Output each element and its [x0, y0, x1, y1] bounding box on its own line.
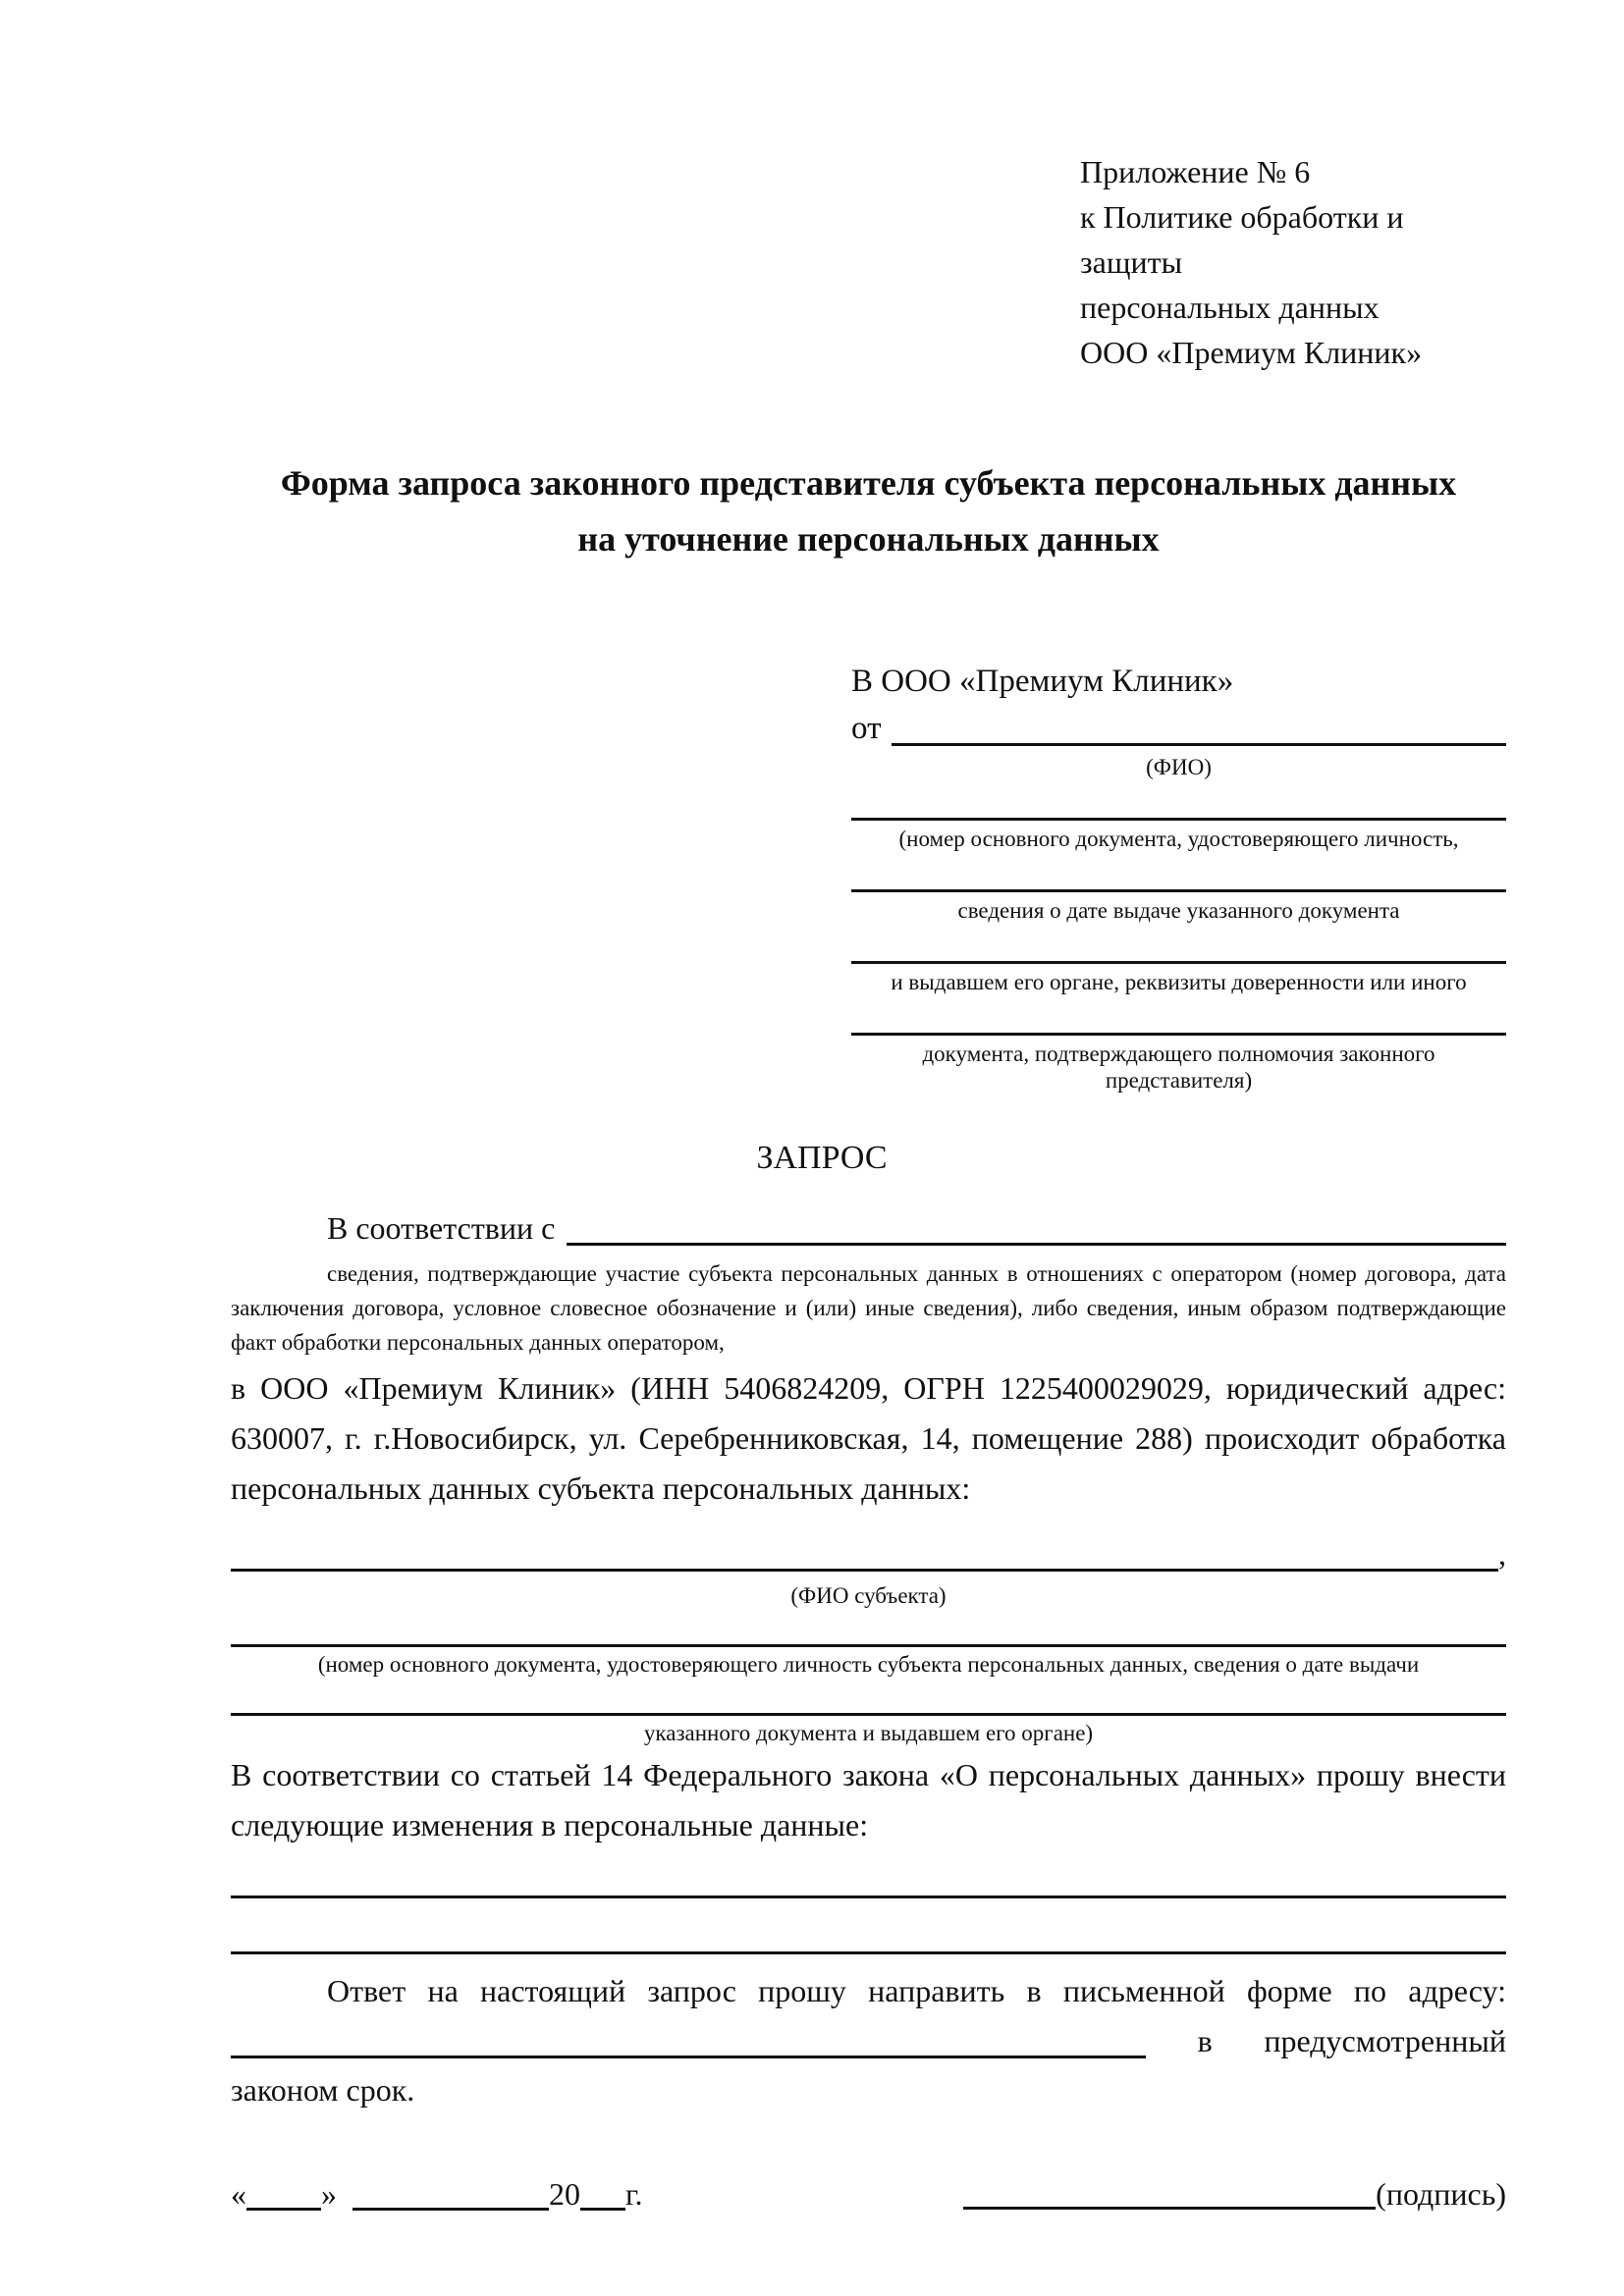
answer-suffix: законом срок. [231, 2072, 415, 2108]
representative-doc-group-1 [851, 818, 1506, 852]
answer-address-blank [231, 2056, 1146, 2058]
representative-doc-caption-2: сведения о дате выдаче указанного документа [957, 898, 1400, 923]
appendix-line-3: персональных данных [1080, 290, 1380, 325]
representative-doc-group-4 [851, 1033, 1506, 1094]
subject-fio-comma: , [1498, 1536, 1506, 1572]
subject-fio-row [231, 1529, 1506, 1578]
date-close-quote: » [321, 2176, 337, 2212]
representative-doc-blank-1 [851, 818, 1506, 821]
request-basis-blank [567, 1203, 1506, 1246]
subject-doc-blank-1 [231, 1644, 1506, 1647]
subject-doc-blank-2 [231, 1713, 1506, 1716]
request-intro-row [231, 1203, 1506, 1253]
signature-blank [963, 2207, 1376, 2210]
subject-fio-blank [231, 1529, 1498, 1572]
signature-part [963, 2172, 1506, 2216]
appendix-line-1: Приложение № 6 [1080, 154, 1311, 189]
representative-doc-blank-2 [851, 889, 1506, 892]
representative-doc-group-3 [851, 961, 1506, 995]
law-paragraph: В соответствии со статьей 14 Федерального закона «О персональных данных» прошу внести следующие изменения в персональные данные: [231, 1757, 1506, 1842]
representative-name-blank [892, 705, 1507, 746]
date-signature-row [231, 2172, 1506, 2216]
answer-address-row [231, 2016, 1506, 2065]
subject-fio-caption: (ФИО субъекта) [790, 1583, 947, 1608]
representative-doc-blank-4 [851, 1033, 1506, 1036]
representative-doc-caption-3: и выдавшем его органе, реквизиты доверенности или иного [891, 970, 1467, 994]
request-heading: ЗАПРОС [756, 1140, 888, 1176]
date-month-blank [352, 2208, 549, 2211]
operator-paragraph: в ООО «Премиум Клиник» (ИНН 5406824209, ОГРН 1225400029029, юридический адрес: 630007, г. г.Новосибирск, ул. Серебренниковская, 14, помещение 288) происходит обработка персональных данных субъекта персональных данных: [231, 1370, 1506, 1506]
request-intro-label: В соответствии с [327, 1210, 556, 1246]
form-title [231, 455, 1506, 567]
answer-word-in: в [1197, 2023, 1213, 2058]
representative-doc-caption-4: документа, подтверждающего полномочия законного представителя) [922, 1041, 1435, 1093]
appendix-block [1080, 149, 1506, 375]
date-open-quote: « [231, 2176, 246, 2212]
appendix-line-4: ООО «Премиум Клиник» [1080, 335, 1423, 370]
signature-caption: (подпись) [1376, 2176, 1506, 2212]
appendix-line-2: к Политике обработки и защиты [1080, 199, 1404, 280]
changes-blank-line-2 [231, 1951, 1506, 1954]
date-year-prefix: 20 [549, 2176, 580, 2212]
date-day-blank [246, 2208, 321, 2211]
date-line [231, 2172, 643, 2216]
subject-doc-caption-1: (номер основного документа, удостоверяющего личность субъекта персональных данных, сведения о дате выдачи [317, 1652, 1420, 1677]
addressee-from-row [851, 705, 1506, 752]
form-title-line-1: Форма запроса законного представителя субъекта персональных данных [280, 463, 1457, 503]
representative-doc-blank-3 [851, 961, 1506, 964]
subject-doc-caption-2: указанного документа и выдавшем его органе) [643, 1721, 1094, 1745]
addressee-block [851, 658, 1506, 1094]
answer-paragraph: Ответ на настоящий запрос прошу направить в письменной форме по адресу: [327, 1973, 1506, 2008]
changes-blank-line-1 [231, 1896, 1506, 1898]
addressee-from-label: от [851, 711, 882, 746]
representative-doc-caption-1: (номер основного документа, удостоверяющего личность, [898, 827, 1459, 851]
answer-word-stipulated: предусмотренный [1264, 2023, 1506, 2058]
date-year-blank [580, 2208, 625, 2211]
representative-fio-caption: (ФИО) [1146, 755, 1212, 779]
addressee-to-line: В ООО «Премиум Клиник» [851, 664, 1234, 699]
date-year-suffix: г. [625, 2176, 643, 2212]
representative-doc-group-2 [851, 889, 1506, 924]
request-basis-caption: сведения, подтверждающие участие субъекта персональных данных в отношениях с оператором (номер договора, дата заключения договора, условное словесное обозначение и (или) иные сведения), либо сведения, иным образом подтверждающие факт обработки персональных данных оператором, [231, 1261, 1506, 1355]
form-title-line-2: на уточнение персональных данных [577, 519, 1160, 559]
